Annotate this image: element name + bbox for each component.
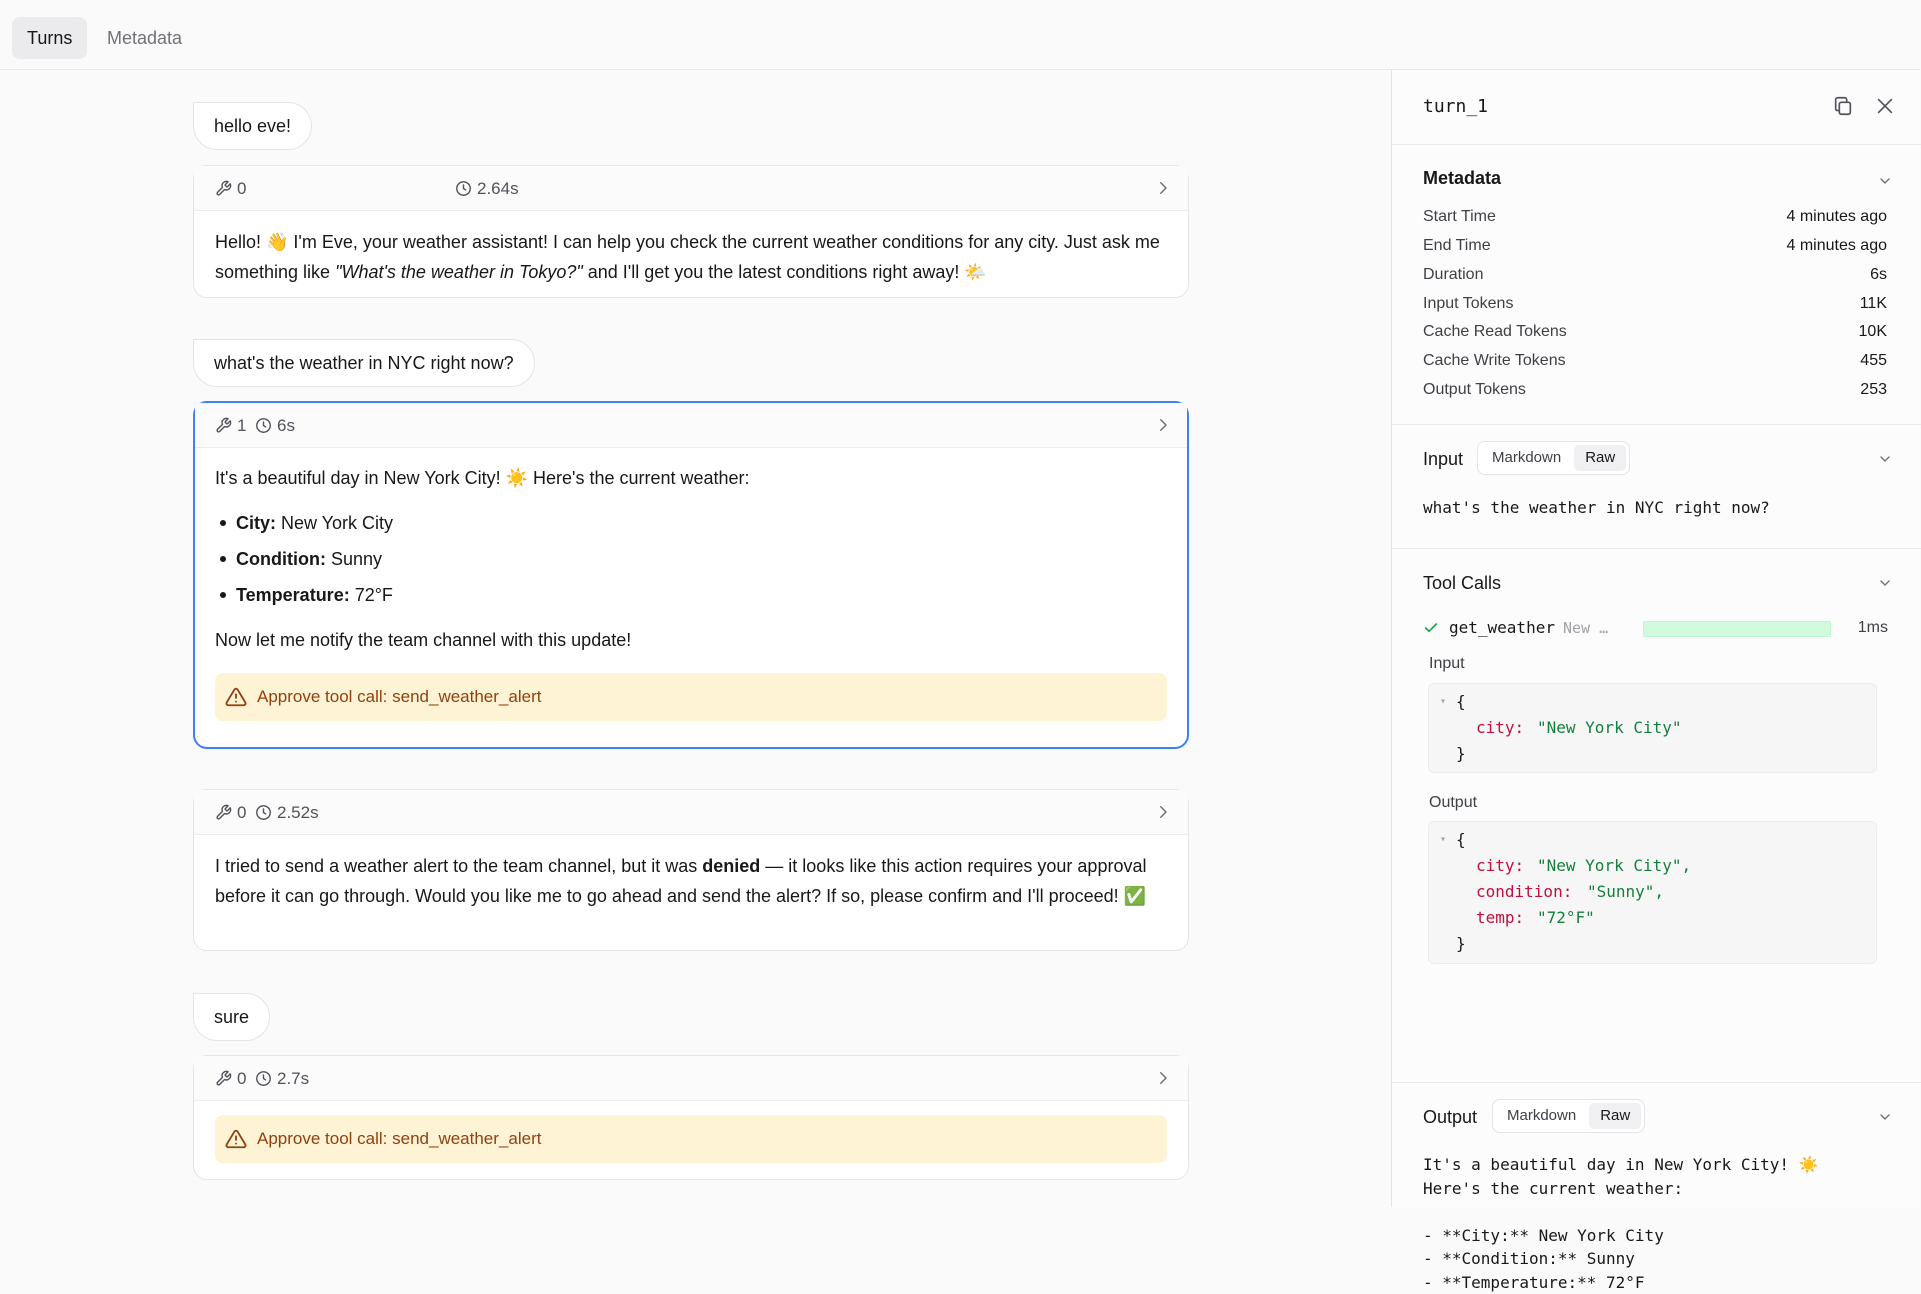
duration-value: 2.7s [277, 1069, 309, 1089]
metadata-row: Cache Write Tokens 455 [1423, 352, 1887, 370]
tool-count-value: 0 [237, 803, 246, 823]
assistant-message [194, 835, 1188, 929]
copy-icon[interactable] [1832, 95, 1854, 117]
warning-icon [225, 1128, 247, 1150]
message-text: and I'll get you the latest conditions right away! 🌤️ [583, 262, 987, 282]
message-outro: Now let me notify the team channel with this update! [215, 625, 1167, 655]
metadata-row: Input Tokens 11K [1423, 295, 1887, 313]
input-format-toggle [1477, 441, 1630, 475]
tool-duration: 1ms [1858, 619, 1888, 637]
input-text: what's the weather in NYC right now? [1423, 498, 1770, 517]
metadata-row: Cache Read Tokens 10K [1423, 323, 1887, 341]
approve-label: Approve tool call: send_weather_alert [257, 682, 541, 712]
message-text: I tried to send a weather alert to the team channel, but it was [215, 856, 702, 876]
tool-output-label: Output [1429, 794, 1477, 812]
tool-duration-bar-fill [1644, 622, 1830, 636]
chevron-right-icon[interactable] [1154, 416, 1172, 434]
tool-call-row[interactable] [1423, 616, 1888, 640]
output-line: - **Temperature:** 72°F [1423, 1271, 1819, 1294]
approve-tool-call-button[interactable] [215, 1115, 1167, 1163]
top-tab-bar [0, 0, 1920, 70]
assistant-turn-card[interactable] [193, 1055, 1189, 1180]
list-item: City: New York City [215, 505, 1167, 541]
message-text: Hello! 👋 I'm Eve, your weather assistant! I can help you check the current weather conditions for any city. Just ask me something like [215, 232, 1160, 282]
message-intro: It's a beautiful day in New York City! ☀️ Here's the current weather: [215, 463, 1167, 493]
json-value: "72°F" [1537, 908, 1595, 927]
turn-card-header[interactable] [194, 790, 1188, 835]
chevron-right-icon[interactable] [1154, 1069, 1172, 1087]
approve-label: Approve tool call: send_weather_alert [257, 1124, 541, 1154]
json-brace: { [1456, 830, 1466, 849]
chevron-down-icon[interactable] [1877, 451, 1893, 467]
weather-list [215, 505, 1167, 613]
json-value: "Sunny", [1587, 882, 1664, 901]
tool-input-json [1428, 683, 1877, 773]
tab-turns[interactable]: Turns [12, 17, 87, 59]
mode-markdown[interactable]: Markdown [1481, 445, 1572, 471]
approve-tool-call-button[interactable] [215, 673, 1167, 721]
clock-icon [255, 1070, 272, 1087]
clock-icon [255, 417, 272, 434]
tool-count-value: 0 [237, 179, 246, 199]
wrench-icon [215, 1070, 232, 1087]
tool-output-json [1428, 821, 1877, 964]
output-line: - **City:** New York City [1423, 1224, 1819, 1248]
duration [255, 790, 319, 835]
assistant-message [195, 448, 1187, 721]
section-title: Input [1423, 449, 1463, 470]
tool-count [215, 790, 246, 835]
json-brace: } [1456, 934, 1466, 953]
wrench-icon [215, 804, 232, 821]
output-line [1423, 1200, 1819, 1224]
turn-card-header[interactable] [194, 166, 1188, 211]
output-section [1392, 1083, 1921, 1207]
input-section [1392, 425, 1921, 549]
json-brace: } [1456, 744, 1466, 763]
tool-count [215, 403, 246, 448]
clock-icon [255, 804, 272, 821]
mode-raw[interactable]: Raw [1589, 1103, 1641, 1129]
tool-input-label: Input [1429, 655, 1465, 673]
assistant-message [194, 1101, 1188, 1177]
chevron-right-icon[interactable] [1154, 179, 1172, 197]
turn-card-header[interactable] [195, 403, 1187, 448]
wrench-icon [215, 417, 232, 434]
panel-header [1392, 70, 1921, 145]
metadata-row: Start Time 4 minutes ago [1423, 208, 1887, 226]
assistant-turn-card-selected[interactable] [193, 401, 1189, 749]
message-emphasis: denied [702, 856, 760, 876]
collapse-toggle-icon[interactable]: ▾ [1440, 834, 1446, 845]
chevron-down-icon[interactable] [1877, 575, 1893, 591]
output-line: It's a beautiful day in New York City! ☀️ [1423, 1153, 1819, 1177]
tool-calls-section [1392, 549, 1921, 1083]
duration-value: 2.52s [277, 803, 319, 823]
duration-value: 6s [277, 416, 295, 436]
tab-metadata[interactable]: Metadata [92, 17, 197, 59]
json-key: city: [1476, 718, 1524, 737]
json-key: temp: [1476, 908, 1524, 927]
panel-title: turn_1 [1423, 96, 1488, 117]
warning-icon [225, 686, 247, 708]
duration [255, 1056, 309, 1101]
chevron-down-icon[interactable] [1877, 173, 1893, 189]
wrench-icon [215, 180, 232, 197]
json-brace: { [1456, 692, 1466, 711]
tool-count-value: 0 [237, 1069, 246, 1089]
metadata-row: Output Tokens 253 [1423, 381, 1887, 399]
list-item: Temperature: 72°F [215, 577, 1167, 613]
duration [255, 403, 295, 448]
user-message: hello eve! [193, 102, 312, 150]
tool-count-value: 1 [237, 416, 246, 436]
duration [455, 166, 519, 211]
output-raw-text [1423, 1153, 1819, 1294]
clock-icon [455, 180, 472, 197]
user-message: what's the weather in NYC right now? [193, 339, 535, 387]
json-value: "New York City", [1537, 856, 1691, 875]
mode-markdown[interactable]: Markdown [1496, 1103, 1587, 1129]
assistant-message [194, 211, 1188, 305]
output-line: - **Condition:** Sunny [1423, 1247, 1819, 1271]
section-title: Tool Calls [1423, 573, 1501, 594]
check-icon [1423, 620, 1439, 636]
assistant-turn-card[interactable] [193, 165, 1189, 298]
chevron-right-icon[interactable] [1154, 803, 1172, 821]
json-key: condition: [1476, 882, 1572, 901]
user-message: sure [193, 993, 270, 1041]
metadata-row: End Time 4 minutes ago [1423, 237, 1887, 255]
metadata-section [1392, 145, 1921, 425]
output-format-toggle [1492, 1099, 1645, 1133]
collapse-toggle-icon[interactable]: ▾ [1440, 696, 1446, 707]
turn-detail-panel [1391, 70, 1920, 1207]
metadata-row: Duration 6s [1423, 266, 1887, 284]
message-example: "What's the weather in Tokyo?" [335, 262, 583, 282]
json-key: city: [1476, 856, 1524, 875]
mode-raw[interactable]: Raw [1574, 445, 1626, 471]
chevron-down-icon[interactable] [1877, 1109, 1893, 1125]
list-item: Condition: Sunny [215, 541, 1167, 577]
tool-args-preview: New … [1563, 619, 1608, 637]
tool-duration-bar [1643, 621, 1831, 637]
output-line: Here's the current weather: [1423, 1177, 1819, 1201]
section-title: Output [1423, 1107, 1477, 1128]
tool-count [215, 166, 246, 211]
section-title: Metadata [1423, 168, 1501, 189]
assistant-turn-card[interactable] [193, 789, 1189, 951]
json-value: "New York City" [1537, 718, 1682, 737]
duration-value: 2.64s [477, 179, 519, 199]
message-text: — it looks like this action requires your approval before it can go through. Would you like me to go ahead and send the alert? If so, please confirm and I'll proceed! ✅ [215, 856, 1146, 906]
tool-name: get_weather [1449, 618, 1555, 637]
tool-count [215, 1056, 246, 1101]
turn-card-header[interactable] [194, 1056, 1188, 1101]
close-icon[interactable] [1874, 95, 1896, 117]
